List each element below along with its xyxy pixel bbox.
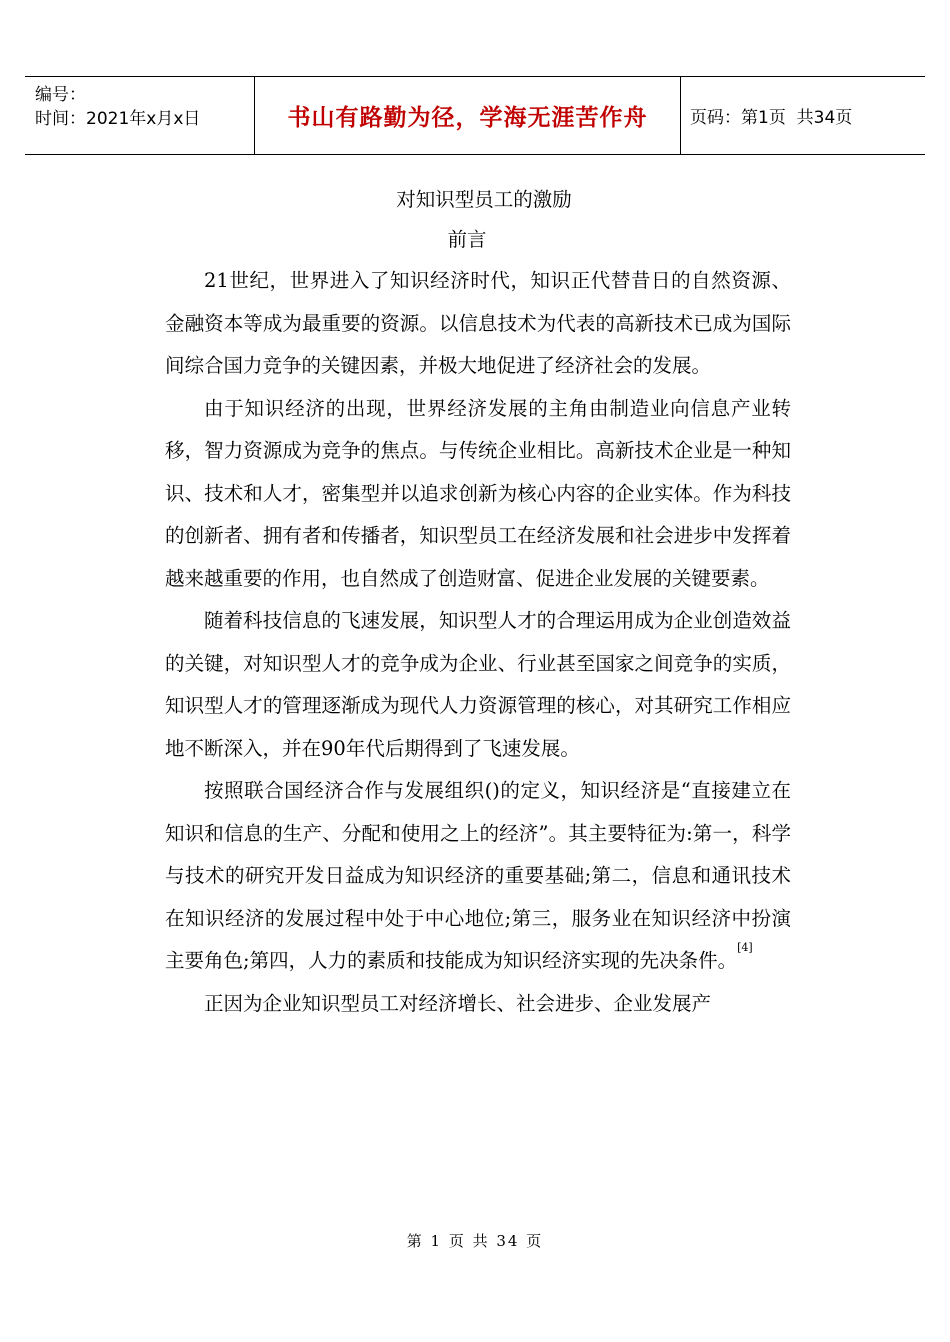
paragraph — [165, 770, 791, 983]
citation-marker: [4] — [737, 941, 753, 954]
paragraph: 随着科技信息的飞速发展，知识型人才的合理运用成为企业创造效益的关键，对知识型人才的竞争成为企业、行业甚至国家之间竞争的实质，知识型人才的管理逐渐成为现代人力资源管理的核心，对其研究工作相应地不断深入，并在90年代后期得到了飞速发展。 — [165, 609, 791, 760]
document-title: 对知识型员工的激励 — [396, 188, 572, 211]
paragraph-text: 按照联合国经济合作与发展组织()的定义，知识经济是“直接建立在知识和信息的生产、分配和使用之上的经济”。其主要特征为:第一，科学与技术的研究开发日益成为知识经济的重要基础;第二，信息和通讯技术在知识经济的发展过程中处于中心地位;第三，服务业在知识经济中扮演主要角色;第四，人力的素质和技能成为知识经济实现的先决条件。 — [165, 779, 791, 972]
page-header — [25, 76, 925, 155]
header-meta — [35, 83, 255, 131]
section-heading: 前言 — [447, 228, 487, 251]
page-footer: 第 1 页 共 34 页 — [406, 1232, 544, 1250]
paragraph: 21世纪，世界进入了知识经济时代，知识正代替昔日的自然资源、金融资本等成为最重要的资源。以信息技术为代表的高新技术已成为国际间综合国力竞争的关键因素，并极大地促进了经济社会的发展。 — [165, 269, 791, 377]
paragraph: 由于知识经济的出现，世界经济发展的主角由制造业向信息产业转移，智力资源成为竞争的焦点。与传统企业相比。高新技术企业是一种知识、技术和人才，密集型并以追求创新为核心内容的企业实体。作为科技的创新者、拥有者和传播者，知识型员工在经济发展和社会进步中发挥着越来越重要的作用，也自然成了创造财富、促进企业发展的关键要素。 — [165, 396, 791, 590]
header-page-info: 页码：第1页 共34页 — [690, 108, 853, 128]
document-body — [165, 180, 791, 1025]
header-divider — [680, 77, 681, 154]
header-motto: 书山有路勤为径，学海无涯苦作舟 — [287, 105, 648, 131]
paragraph: 正因为企业知识型员工对经济增长、社会进步、企业发展产 — [204, 991, 712, 1015]
document-number-label: 编号： — [35, 85, 86, 105]
document-date-label: 时间：2021年x月x日 — [35, 109, 201, 129]
